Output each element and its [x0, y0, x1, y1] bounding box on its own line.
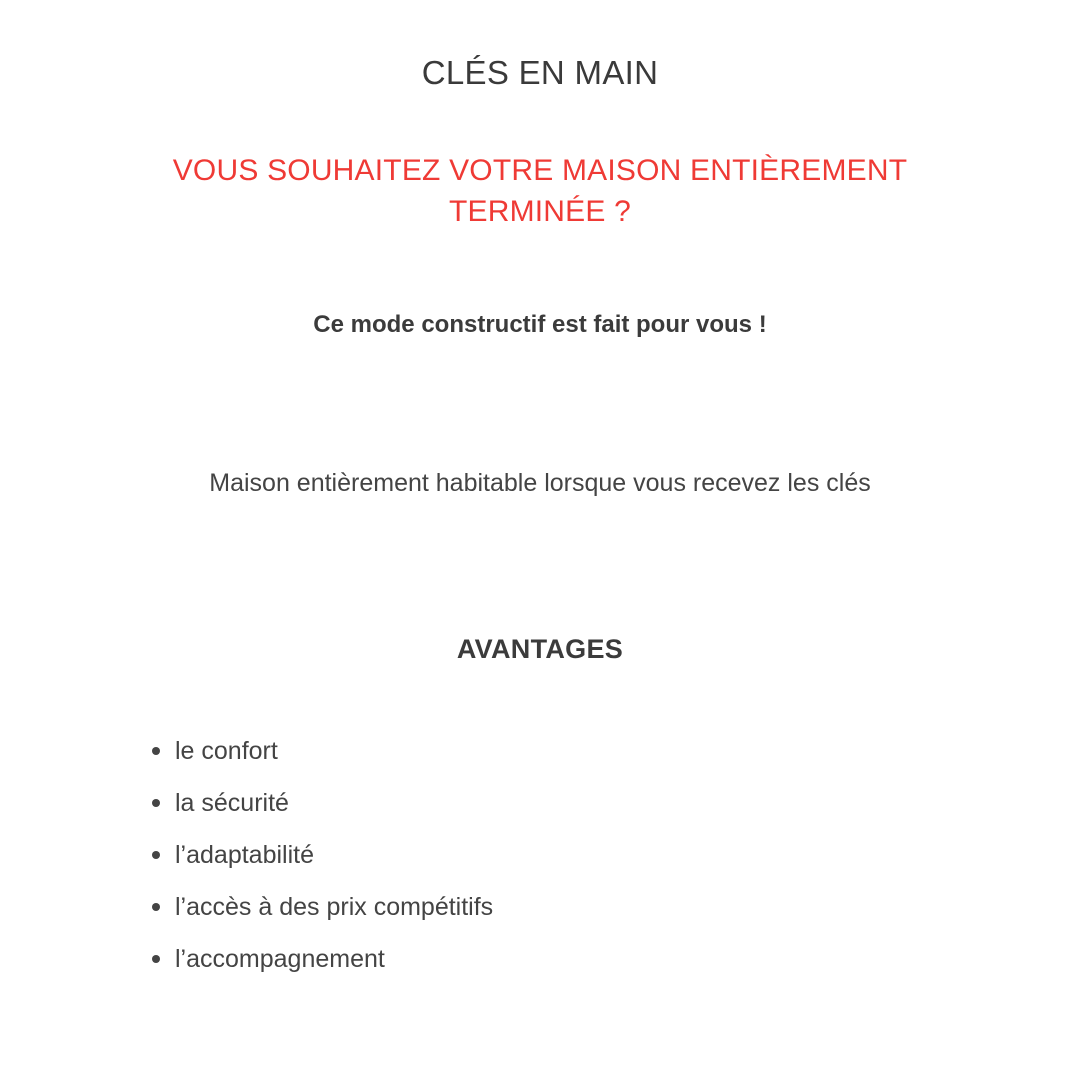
- bullet-icon: [152, 851, 160, 859]
- list-item-label: l’accompagnement: [175, 944, 385, 973]
- list-item: [152, 777, 493, 829]
- list-item: [152, 829, 493, 881]
- headline: VOUS SOUHAITEZ VOTRE MAISON ENTIÈREMENT TERMINÉE ?: [172, 154, 908, 228]
- bullet-icon: [152, 747, 160, 755]
- bullet-icon: [152, 903, 160, 911]
- list-item-label: l’accès à des prix compétitifs: [175, 892, 494, 921]
- list-item: [152, 881, 493, 933]
- bullet-icon: [152, 955, 160, 963]
- list-item: [152, 933, 493, 985]
- description: Maison entièrement habitable lorsque vous recevez les clés: [209, 469, 871, 497]
- list-item-label: la sécurité: [175, 788, 289, 817]
- tagline: Ce mode constructif est fait pour vous !: [313, 311, 767, 338]
- list-item: [152, 725, 493, 777]
- advantages-title: AVANTAGES: [456, 634, 624, 664]
- page-title: CLÉS EN MAIN: [421, 54, 659, 91]
- advantages-list: [152, 725, 493, 985]
- bullet-icon: [152, 799, 160, 807]
- list-item-label: l’adaptabilité: [175, 840, 314, 869]
- list-item-label: le confort: [175, 736, 278, 765]
